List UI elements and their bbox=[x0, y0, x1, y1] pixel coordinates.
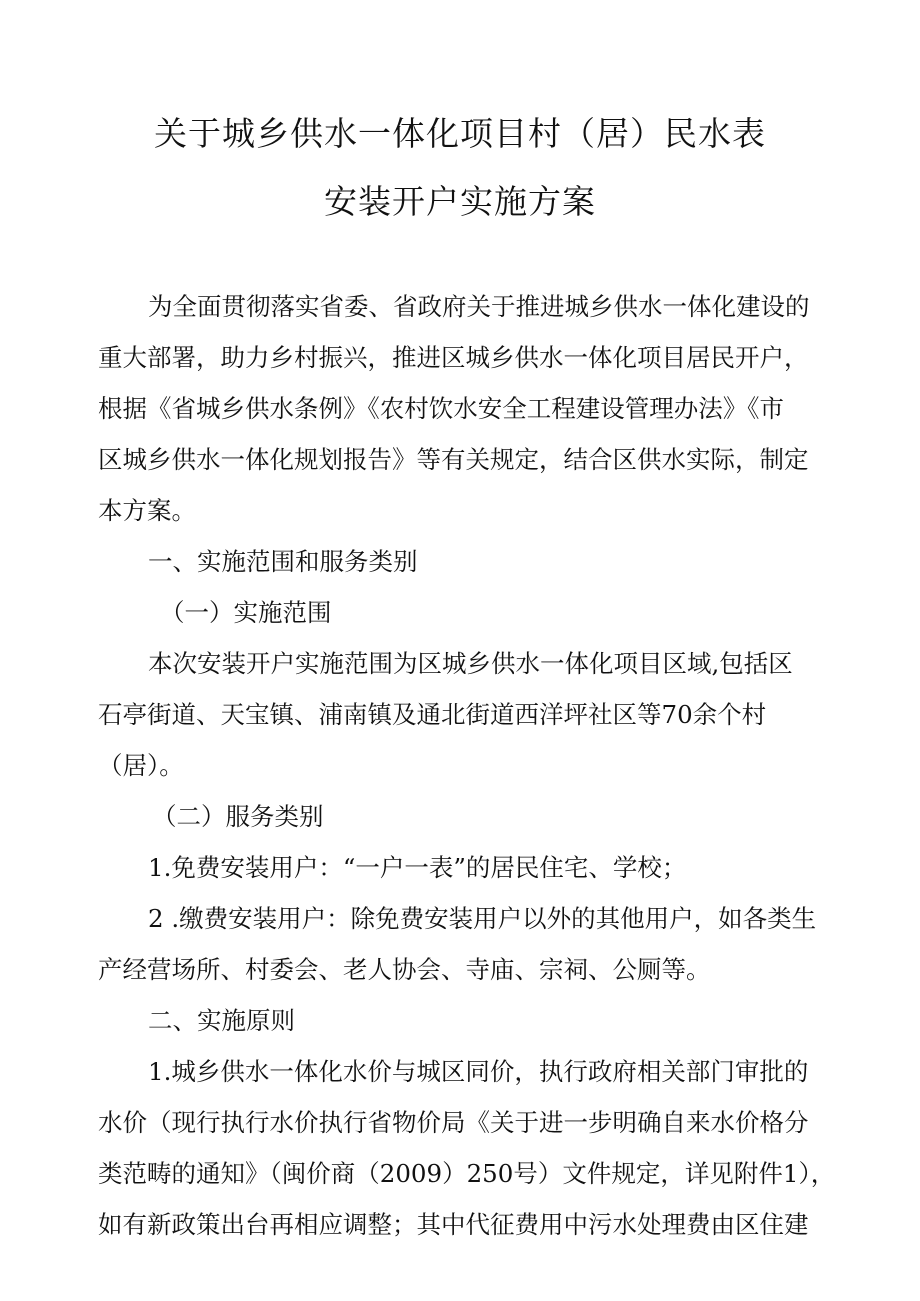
list-item-paid-install-line-1: 2 .缴费安装用户：除免费安装用户以外的其他用户，如各类生 bbox=[148, 904, 817, 933]
paragraph-scope-line-2: 石亭街道、天宝镇、浦南镇及通北街道西洋坪社区等70余个村 bbox=[98, 700, 767, 729]
list-item-paid-install-line-2: 产经营场所、村委会、老人协会、寺庙、宗祠、公厕等。 bbox=[98, 955, 711, 984]
section-heading-1: 一、实施范围和服务类别 bbox=[148, 547, 418, 576]
paragraph-intro-line-3: 根据《省城乡供水条例》《农村饮水安全工程建设管理办法》《市 bbox=[98, 394, 784, 423]
paragraph-principle-line-3: 类范畴的通知》（闽价商（2009）250号）文件规定，详见附件1）， bbox=[98, 1159, 836, 1188]
subsection-heading-1: （一）实施范围 bbox=[160, 598, 332, 627]
list-item-free-install: 1.免费安装用户：“一户一表”的居民住宅、学校； bbox=[148, 853, 687, 882]
paragraph-scope-line-1: 本次安装开户实施范围为区城乡供水一体化项目区域,包括区 bbox=[148, 649, 793, 678]
subsection-heading-2: （二）服务类别 bbox=[152, 802, 324, 831]
paragraph-intro-line-2: 重大部署，助力乡村振兴，推进区城乡供水一体化项目居民开户， bbox=[98, 343, 809, 372]
paragraph-intro-line-4: 区城乡供水一体化规划报告》等有关规定，结合区供水实际，制定 bbox=[98, 445, 809, 474]
section-heading-2: 二、实施原则 bbox=[148, 1006, 295, 1035]
paragraph-intro-line-5: 本方案。 bbox=[98, 496, 196, 525]
paragraph-principle-line-2: 水价（现行执行水价执行省物价局《关于进一步明确自来水价格分 bbox=[98, 1108, 809, 1137]
paragraph-principle-line-4: 如有新政策出台再相应调整；其中代征费用中污水处理费由区住建 bbox=[98, 1210, 809, 1239]
document-title-line-1: 关于城乡供水一体化项目村（居）民水表 bbox=[154, 114, 766, 153]
paragraph-scope-line-3: （居）。 bbox=[98, 751, 184, 780]
paragraph-principle-line-1: 1.城乡供水一体化水价与城区同价，执行政府相关部门审批的 bbox=[148, 1057, 809, 1086]
paragraph-intro-line-1: 为全面贯彻落实省委、省政府关于推进城乡供水一体化建设的 bbox=[148, 292, 810, 321]
document-title-line-2: 安装开户实施方案 bbox=[324, 182, 596, 221]
